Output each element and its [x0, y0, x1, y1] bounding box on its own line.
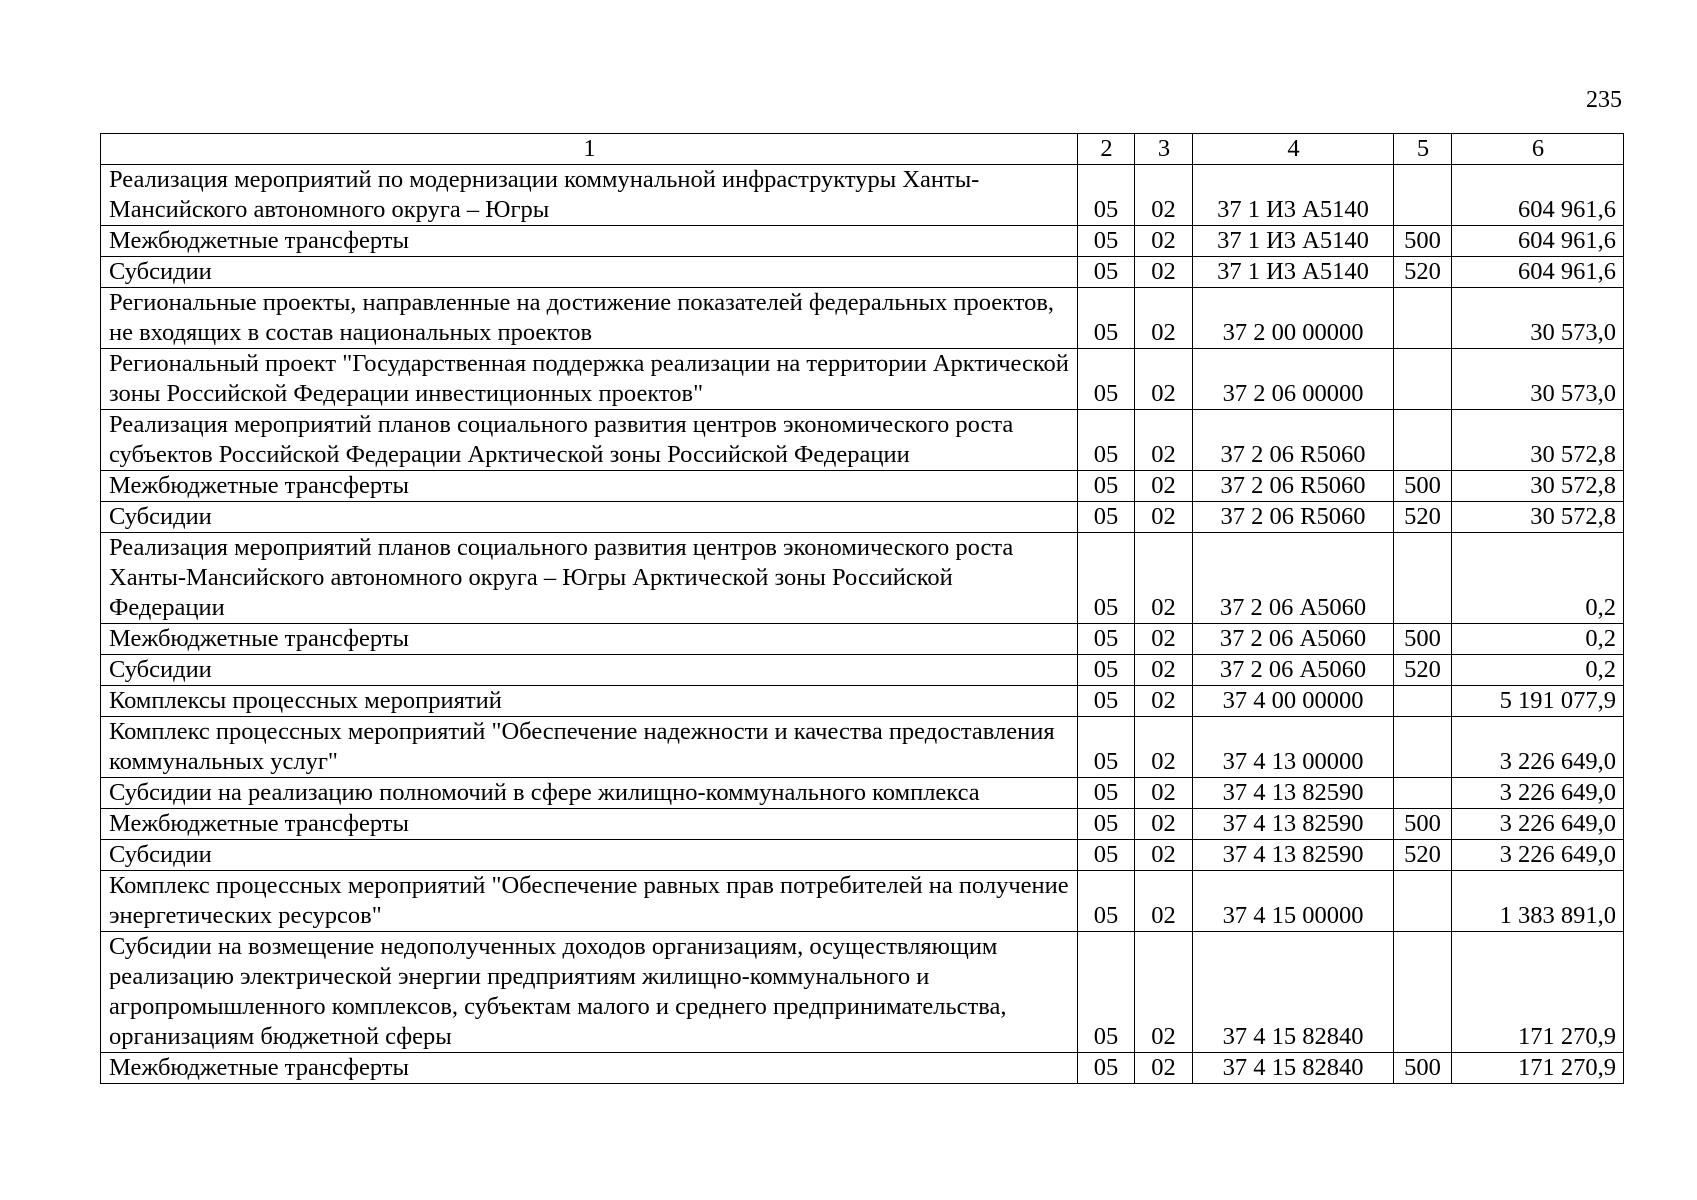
row-code-cell: 37 4 13 82590	[1193, 778, 1394, 809]
table-row	[101, 778, 1624, 809]
row-section-cell: 05	[1078, 717, 1135, 778]
row-code-cell: 37 2 06 R5060	[1193, 410, 1394, 471]
row-subsection-cell: 02	[1135, 809, 1193, 840]
row-section-cell: 05	[1078, 778, 1135, 809]
row-section-cell: 05	[1078, 871, 1135, 932]
row-section-cell: 05	[1078, 655, 1135, 686]
row-amount-cell: 30 572,8	[1452, 502, 1624, 533]
row-subsection-cell: 02	[1135, 410, 1193, 471]
row-code-cell: 37 1 И3 А5140	[1193, 226, 1394, 257]
row-name-cell: Субсидии	[101, 655, 1078, 686]
row-name-cell: Межбюджетные трансферты	[101, 809, 1078, 840]
row-amount-cell: 604 961,6	[1452, 165, 1624, 226]
row-name-cell: Субсидии	[101, 502, 1078, 533]
row-section-cell: 05	[1078, 410, 1135, 471]
row-subsection-cell: 02	[1135, 165, 1193, 226]
table-row	[101, 349, 1624, 410]
table-row	[101, 655, 1624, 686]
table-row	[101, 533, 1624, 624]
row-section-cell: 05	[1078, 840, 1135, 871]
row-code-cell: 37 4 13 82590	[1193, 840, 1394, 871]
row-subsection-cell: 02	[1135, 257, 1193, 288]
row-section-cell: 05	[1078, 471, 1135, 502]
row-code-cell: 37 1 И3 А5140	[1193, 165, 1394, 226]
column-header-2: 2	[1078, 134, 1135, 165]
row-subsection-cell: 02	[1135, 871, 1193, 932]
row-amount-cell: 3 226 649,0	[1452, 840, 1624, 871]
row-subsection-cell: 02	[1135, 932, 1193, 1053]
row-expense-type-cell: 500	[1394, 809, 1452, 840]
column-header-3: 3	[1135, 134, 1193, 165]
row-section-cell: 05	[1078, 533, 1135, 624]
row-section-cell: 05	[1078, 349, 1135, 410]
column-header-1: 1	[101, 134, 1078, 165]
row-expense-type-cell	[1394, 686, 1452, 717]
page-number: 235	[1586, 87, 1622, 113]
row-subsection-cell: 02	[1135, 778, 1193, 809]
row-expense-type-cell: 520	[1394, 502, 1452, 533]
row-subsection-cell: 02	[1135, 349, 1193, 410]
row-expense-type-cell: 520	[1394, 257, 1452, 288]
row-code-cell: 37 4 13 82590	[1193, 809, 1394, 840]
row-code-cell: 37 4 15 00000	[1193, 871, 1394, 932]
row-code-cell: 37 4 15 82840	[1193, 1053, 1394, 1084]
row-code-cell: 37 4 13 00000	[1193, 717, 1394, 778]
table-row	[101, 624, 1624, 655]
row-name-cell: Реализация мероприятий планов социального развития центров экономического роста субъектов Российской Федерации Арктической зоны Российской Федерации	[101, 410, 1078, 471]
row-amount-cell: 0,2	[1452, 533, 1624, 624]
row-name-cell: Реализация мероприятий планов социального развития центров экономического роста Ханты-Мансийского автономного округа – Югры Арктической зоны Российской Федерации	[101, 533, 1078, 624]
row-subsection-cell: 02	[1135, 226, 1193, 257]
table-row	[101, 410, 1624, 471]
table-row	[101, 717, 1624, 778]
row-code-cell: 37 2 06 А5060	[1193, 624, 1394, 655]
row-name-cell: Реализация мероприятий по модернизации коммунальной инфраструктуры Ханты-Мансийского автономного округа – Югры	[101, 165, 1078, 226]
row-code-cell: 37 1 И3 А5140	[1193, 257, 1394, 288]
row-section-cell: 05	[1078, 257, 1135, 288]
row-section-cell: 05	[1078, 686, 1135, 717]
row-amount-cell: 30 573,0	[1452, 288, 1624, 349]
row-code-cell: 37 4 00 00000	[1193, 686, 1394, 717]
row-section-cell: 05	[1078, 624, 1135, 655]
row-expense-type-cell	[1394, 410, 1452, 471]
budget-table	[100, 133, 1624, 1084]
row-subsection-cell: 02	[1135, 471, 1193, 502]
row-amount-cell: 3 226 649,0	[1452, 809, 1624, 840]
row-subsection-cell: 02	[1135, 686, 1193, 717]
row-code-cell: 37 2 06 R5060	[1193, 471, 1394, 502]
row-name-cell: Субсидии	[101, 840, 1078, 871]
row-subsection-cell: 02	[1135, 288, 1193, 349]
row-code-cell: 37 2 00 00000	[1193, 288, 1394, 349]
row-amount-cell: 3 226 649,0	[1452, 778, 1624, 809]
row-amount-cell: 171 270,9	[1452, 1053, 1624, 1084]
row-name-cell: Региональный проект "Государственная поддержка реализации на территории Арктической зоны Российской Федерации инвестиционных проектов"	[101, 349, 1078, 410]
row-code-cell: 37 2 06 А5060	[1193, 655, 1394, 686]
row-name-cell: Межбюджетные трансферты	[101, 1053, 1078, 1084]
column-header-5: 5	[1394, 134, 1452, 165]
row-expense-type-cell	[1394, 165, 1452, 226]
row-expense-type-cell: 500	[1394, 226, 1452, 257]
row-expense-type-cell	[1394, 288, 1452, 349]
row-name-cell: Комплекс процессных мероприятий "Обеспечение надежности и качества предоставления коммунальных услуг"	[101, 717, 1078, 778]
table-row	[101, 165, 1624, 226]
row-amount-cell: 0,2	[1452, 624, 1624, 655]
table-body	[101, 134, 1624, 1084]
row-name-cell: Межбюджетные трансферты	[101, 226, 1078, 257]
row-expense-type-cell: 500	[1394, 1053, 1452, 1084]
table-row	[101, 686, 1624, 717]
row-amount-cell: 604 961,6	[1452, 226, 1624, 257]
row-subsection-cell: 02	[1135, 655, 1193, 686]
table-row	[101, 226, 1624, 257]
row-subsection-cell: 02	[1135, 533, 1193, 624]
row-subsection-cell: 02	[1135, 717, 1193, 778]
row-section-cell: 05	[1078, 502, 1135, 533]
row-expense-type-cell	[1394, 932, 1452, 1053]
row-expense-type-cell	[1394, 533, 1452, 624]
row-subsection-cell: 02	[1135, 624, 1193, 655]
table-header-row	[101, 134, 1624, 165]
row-code-cell: 37 4 15 82840	[1193, 932, 1394, 1053]
row-code-cell: 37 2 06 00000	[1193, 349, 1394, 410]
row-expense-type-cell	[1394, 717, 1452, 778]
row-section-cell: 05	[1078, 809, 1135, 840]
row-name-cell: Комплекс процессных мероприятий "Обеспечение равных прав потребителей на получение энергетических ресурсов"	[101, 871, 1078, 932]
row-expense-type-cell: 520	[1394, 840, 1452, 871]
row-amount-cell: 30 572,8	[1452, 410, 1624, 471]
table-row	[101, 1053, 1624, 1084]
row-name-cell: Субсидии	[101, 257, 1078, 288]
row-expense-type-cell	[1394, 778, 1452, 809]
row-expense-type-cell	[1394, 349, 1452, 410]
column-header-4: 4	[1193, 134, 1394, 165]
row-name-cell: Субсидии на возмещение недополученных доходов организациям, осуществляющим реализацию электрической энергии предприятиям жилищно-коммунального и агропромышленного комплексов, субъектам малого и среднего предпринимательства, организациям бюджетной сферы	[101, 932, 1078, 1053]
row-amount-cell: 1 383 891,0	[1452, 871, 1624, 932]
row-section-cell: 05	[1078, 165, 1135, 226]
table-row	[101, 840, 1624, 871]
table-row	[101, 502, 1624, 533]
row-amount-cell: 30 572,8	[1452, 471, 1624, 502]
row-expense-type-cell	[1394, 871, 1452, 932]
table-row	[101, 471, 1624, 502]
row-expense-type-cell: 520	[1394, 655, 1452, 686]
row-name-cell: Региональные проекты, направленные на достижение показателей федеральных проектов, не входящих в состав национальных проектов	[101, 288, 1078, 349]
row-subsection-cell: 02	[1135, 1053, 1193, 1084]
row-amount-cell: 30 573,0	[1452, 349, 1624, 410]
row-expense-type-cell: 500	[1394, 624, 1452, 655]
table-row	[101, 288, 1624, 349]
row-name-cell: Комплексы процессных мероприятий	[101, 686, 1078, 717]
row-expense-type-cell: 500	[1394, 471, 1452, 502]
row-subsection-cell: 02	[1135, 502, 1193, 533]
row-section-cell: 05	[1078, 288, 1135, 349]
row-name-cell: Субсидии на реализацию полномочий в сфере жилищно-коммунального комплекса	[101, 778, 1078, 809]
row-section-cell: 05	[1078, 1053, 1135, 1084]
row-amount-cell: 604 961,6	[1452, 257, 1624, 288]
column-header-6: 6	[1452, 134, 1624, 165]
table-row	[101, 932, 1624, 1053]
row-name-cell: Межбюджетные трансферты	[101, 624, 1078, 655]
row-name-cell: Межбюджетные трансферты	[101, 471, 1078, 502]
table-row	[101, 871, 1624, 932]
row-amount-cell: 0,2	[1452, 655, 1624, 686]
row-subsection-cell: 02	[1135, 840, 1193, 871]
row-amount-cell: 3 226 649,0	[1452, 717, 1624, 778]
row-amount-cell: 5 191 077,9	[1452, 686, 1624, 717]
row-amount-cell: 171 270,9	[1452, 932, 1624, 1053]
table-row	[101, 257, 1624, 288]
row-section-cell: 05	[1078, 932, 1135, 1053]
table-row	[101, 809, 1624, 840]
row-code-cell: 37 2 06 R5060	[1193, 502, 1394, 533]
row-code-cell: 37 2 06 А5060	[1193, 533, 1394, 624]
row-section-cell: 05	[1078, 226, 1135, 257]
